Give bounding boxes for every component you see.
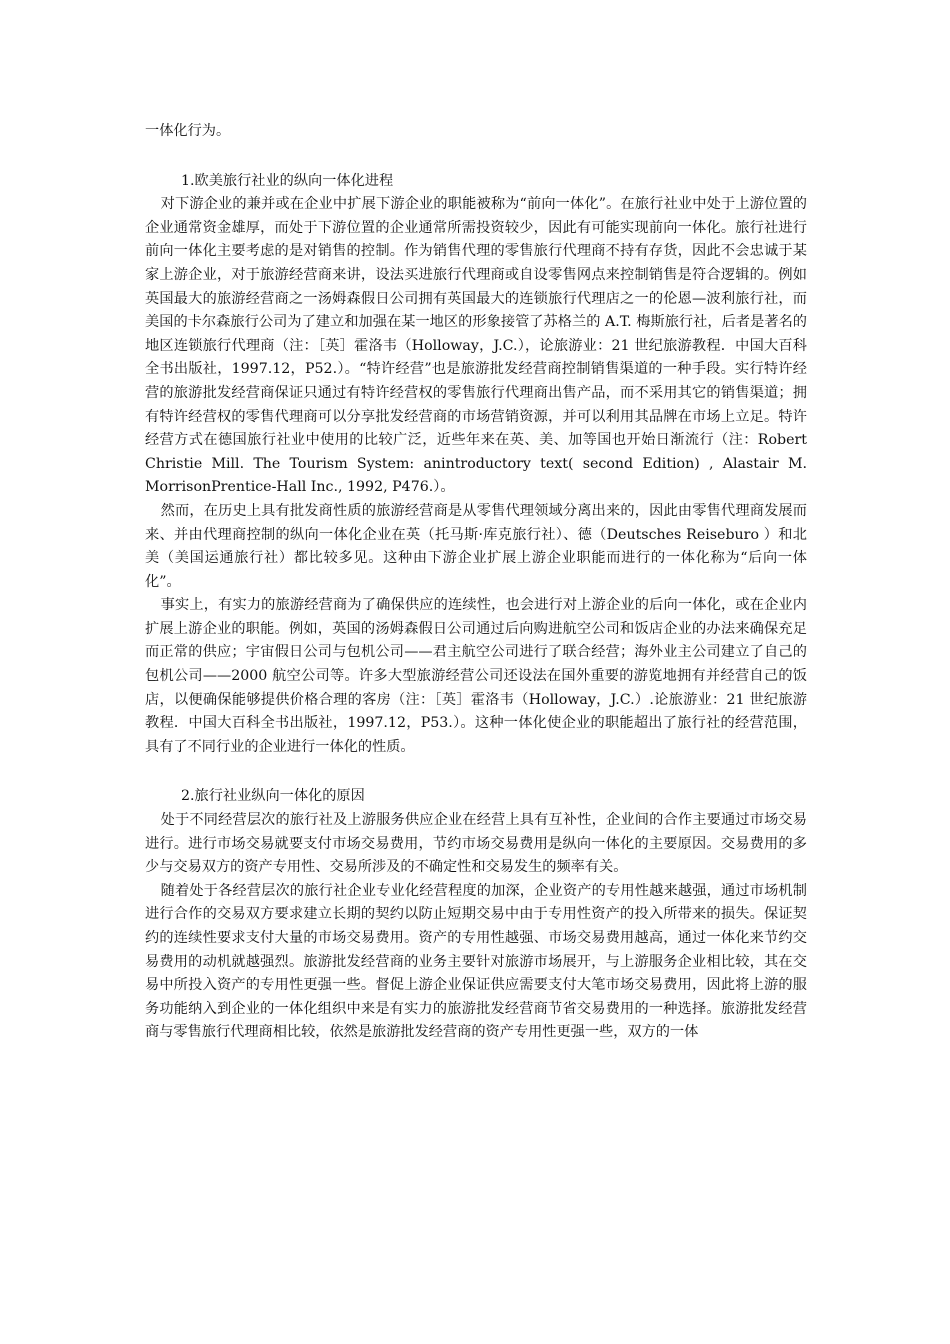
spacer: [145, 144, 807, 170]
section-1-paragraph-1: 对下游企业的兼并或在企业中扩展下游企业的职能被称为“前向一体化”。在旅行社业中处于上游位置的企业通常资金雄厚，而处于下游位置的企业通常所需投资较少，因此有可能实现前向一体化。旅行社进行前向一体化主要考虑的是对销售的控制。作为销售代理的零售旅行代理商不持有存货，因此不会忠诚于某家上游企业，对于旅游经营商来讲，设法买进旅行代理商或自设零售网点来控制销售是符合逻辑的。例如英国最大的旅游经营商之一汤姆森假日公司拥有英国最大的连锁旅行代理店之一的伦恩—波利旅行社，而美国的卡尔森旅行公司为了建立和加强在某一地区的形象接管了苏格兰的 A.T. 梅斯旅行社，后者是著名的地区连锁旅行代理商（注：［英］霍洛韦（Holloway，J.C.），论旅游业：21 世纪旅游教程．中国大百科全书出版社，1997.12，P52.）。“特许经营”也是旅游批发经营商控制销售渠道的一种手段。实行特许经营的旅游批发经营商保证只通过有特许经营权的零售旅行代理商出售产品，而不采用其它的销售渠道；拥有特许经营权的零售代理商可以分享批发经营商的市场营销资源，并可以利用其品牌在市场上立足。特许经营方式在德国旅行社业中使用的比较广泛，近些年来在英、美、加等国也开始日渐流行（注：Robert Christie Mill. The Tourism System: anintroductory text( second Edition) , Alastair M. MorrisonPrentice-Hall Inc., 1992, P476.）。: [145, 196, 807, 496]
section-2-heading: 2.旅行社业纵向一体化的原因: [181, 788, 365, 805]
section-2-paragraph-1: 处于不同经营层次的旅行社及上游服务供应企业在经营上具有互补性，企业间的合作主要通过市场交易进行。进行市场交易就要支付市场交易费用，节约市场交易费用是纵向一体化的主要原因。交易费用的多少与交易双方的资产专用性、交易所涉及的不确定性和交易发生的频率有关。: [145, 812, 807, 876]
section-1-paragraph-3: 事实上，有实力的旅游经营商为了确保供应的连续性，也会进行对上游企业的后向一体化，或在企业内扩展上游企业的职能。例如，英国的汤姆森假日公司通过后向购进航空公司和饭店企业的办法来确保充足而正常的供应；宇宙假日公司与包机公司——君主航空公司进行了联合经营；海外业主公司建立了自己的包机公司——2000 航空公司等。许多大型旅游经营公司还设法在国外重要的游览地拥有并经营自己的饭店，以便确保能够提供价格合理的客房（注：［英］霍洛韦（Holloway，J.C.）.论旅游业：21 世纪旅游教程．中国大百科全书出版社，1997.12，P53.）。这种一体化使企业的职能超出了旅行社的经营范围，具有了不同行业的企业进行一体化的性质。: [145, 597, 807, 755]
section-1-paragraph-2: 然而，在历史上具有批发商性质的旅游经营商是从零售代理领域分离出来的，因此由零售代理商发展而来、并由代理商控制的纵向一体化企业在英（托马斯·库克旅行社）、德（Deutsches Reiseburo ）和北美（美国运通旅行社）都比较多见。这种由下游企业扩展上游企业职能而进行的一体化称为“后向一体化”。: [145, 502, 807, 590]
section-2-paragraph-2: 随着处于各经营层次的旅行社企业专业化经营程度的加深，企业资产的专用性越来越强，通过市场机制进行合作的交易双方要求建立长期的契约以防止短期交易中由于专用性资产的投入所带来的损失。保证契约的连续性要求支付大量的市场交易费用。资产的专用性越强、市场交易费用越高，通过一体化来节约交易费用的动机就越强烈。旅游批发经营商的业务主要针对旅游市场展开，与上游服务企业相比较，其在交易中所投入资产的专用性更强一些。督促上游企业保证供应需要支付大笔市场交易费用，因此将上游的服务功能纳入到企业的一体化组织中来是有实力的旅游批发经营商节省交易费用的一种选择。旅游批发经营商与零售旅行代理商相比较，依然是旅游批发经营商的资产专用性更强一些，双方的一体: [145, 882, 807, 1041]
spacer: [145, 759, 807, 785]
section-1-heading: 1.欧美旅行社业的纵向一体化进程: [181, 172, 394, 189]
intro-tail-text: 一体化行为。: [145, 123, 231, 139]
document-page: [145, 120, 807, 1045]
